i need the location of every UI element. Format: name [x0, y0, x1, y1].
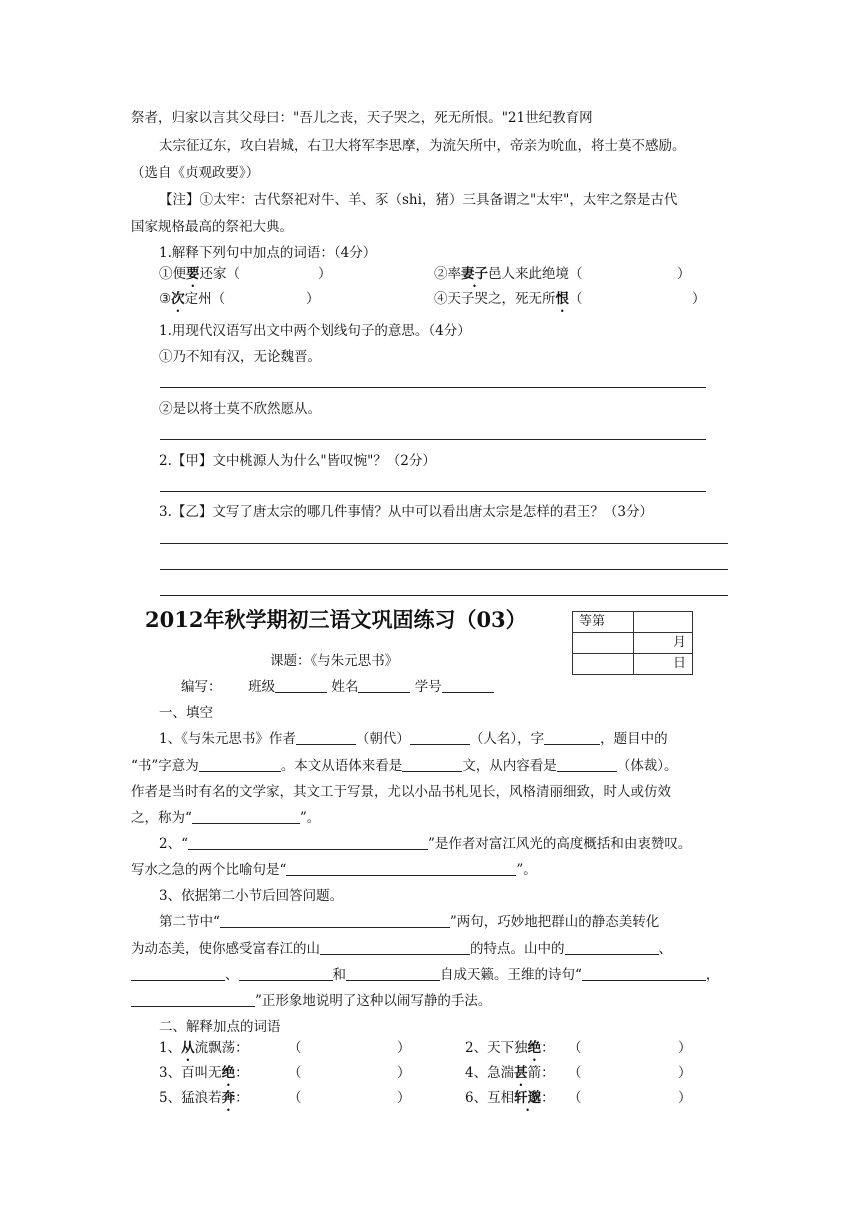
fill-blank[interactable]: [286, 861, 516, 876]
fill-blank[interactable]: [410, 730, 470, 745]
explain-item: 3、百叫无绝：: [159, 1065, 249, 1081]
explain-item: ①便要还家（: [159, 266, 240, 282]
fill-blank[interactable]: [346, 966, 440, 981]
fill-blank[interactable]: [131, 966, 225, 981]
paren-open: （: [288, 1040, 302, 1056]
day-label: 日: [634, 654, 693, 675]
answer-line[interactable]: [160, 387, 706, 388]
fill-blank[interactable]: [296, 730, 356, 745]
fill-blank[interactable]: [320, 940, 470, 955]
month-label: 月: [634, 633, 693, 654]
topic: 课题：《与朱元思书》: [270, 653, 399, 669]
paren-open: （: [568, 1090, 582, 1106]
fill-blank[interactable]: [402, 757, 462, 772]
answer-line[interactable]: [160, 595, 728, 596]
id-field[interactable]: [442, 678, 494, 693]
section-heading: 一、填空: [159, 705, 213, 721]
question-prompt: 3.【乙】文写了唐太宗的哪几件事情？从中可以看出唐太宗是怎样的君王？（3分）: [159, 504, 653, 520]
paren-open: （: [288, 1090, 302, 1106]
answer-line[interactable]: [160, 439, 706, 440]
explain-item: ③次定州（: [159, 291, 226, 307]
editor-label: 编写：: [181, 679, 222, 695]
fill-line: “书”字意为 。本文从语体来看是 文，从内容看是 （体裁）。: [131, 758, 678, 774]
passage-line: 祭者，归家以言其父母曰："吾儿之丧，天子哭之，死无所恨。"21世纪教育网: [131, 110, 593, 126]
name-label: 姓名: [331, 679, 359, 695]
passage-line: 太宗征辽东，攻白岩城，右卫大将军李思摩，为流矢所中，帝亲为吮血，将士莫不感励。: [159, 138, 686, 154]
explain-item: 6、互相轩邈：: [465, 1090, 555, 1106]
paren-close: ）: [397, 1040, 411, 1056]
paren-close: ）: [397, 1090, 411, 1106]
fill-blank[interactable]: [582, 966, 706, 981]
fill-blank[interactable]: [131, 992, 255, 1007]
class-field[interactable]: [275, 678, 327, 693]
fill-line: 第二节中“ ”两句，巧妙地把群山的静态美转化: [159, 914, 660, 930]
grade-value[interactable]: [634, 612, 693, 633]
fill-blank[interactable]: [544, 730, 600, 745]
paren-close: ）: [397, 1065, 411, 1081]
explain-close: ）: [318, 266, 332, 282]
fill-blank[interactable]: [557, 757, 617, 772]
paren-close: ）: [678, 1040, 692, 1056]
fill-blank[interactable]: [239, 966, 333, 981]
fill-line: 2、“ ”是作者对富江风光的高度概括和由衷赞叹。: [159, 836, 692, 852]
question-prompt: 1.解释下列句中加点的词语：（4分）: [159, 245, 377, 261]
fill-line: 为动态美，使你感受富春江的山 的特点。山中的 、: [131, 941, 672, 957]
editor-row: [181, 678, 494, 696]
page-title: 2012年秋学期初三语文巩固练习（03）: [145, 607, 527, 632]
explain-item: ④天子哭之，死无所恨（: [434, 291, 583, 307]
fill-line: 3、依据第二小节后回答问题。: [159, 888, 344, 904]
explain-item: ②率妻子邑人来此绝境（: [434, 266, 583, 282]
paren-close: ）: [678, 1065, 692, 1081]
explain-close: ）: [692, 291, 706, 307]
fill-line: 1、《与朱元思书》作者 （朝代） （人名），字 ，题目中的: [159, 731, 668, 747]
grade-box: [572, 611, 693, 675]
fill-line: ”正形象地说明了这种以闹写静的手法。: [131, 992, 491, 1010]
paren-open: （: [568, 1040, 582, 1056]
fill-blank[interactable]: [188, 835, 428, 850]
fill-line: 作者是当时有名的文学家，其文工于写景，尤以小品书札见长，风格清丽细致，时人或仿效: [131, 784, 671, 800]
answer-line[interactable]: [160, 569, 728, 570]
fill-blank[interactable]: [220, 913, 450, 928]
month-value[interactable]: [573, 633, 634, 654]
note-line: 【注】①太牢：古代祭祀对牛、羊、豕（shi，猪）三具备谓之"太牢"，太牢之祭是古代: [159, 192, 678, 208]
name-field[interactable]: [358, 678, 410, 693]
note-line: 国家规格最高的祭祀大典。: [131, 219, 293, 235]
section-heading: 二、解释加点的词语: [159, 1019, 281, 1035]
passage-source: （选自《贞观政要》）: [131, 165, 260, 181]
paren-open: （: [568, 1065, 582, 1081]
question-prompt: 1.用现代汉语写出文中两个划线句子的意思。（4分）: [159, 323, 471, 339]
paren-open: （: [288, 1065, 302, 1081]
question-prompt: 2.【甲】文中桃源人为什么"皆叹惋"？（2分）: [159, 453, 436, 469]
paren-close: ）: [678, 1090, 692, 1106]
fill-line: 之，称为“ ”。: [131, 810, 321, 826]
explain-close: ）: [677, 266, 691, 282]
sentence: ①乃不知有汉，无论魏晋。: [159, 349, 321, 365]
fill-line: 、 和 自成天籁。王维的诗句“ ，: [131, 966, 719, 984]
fill-blank[interactable]: [199, 757, 281, 772]
fill-line: 写水之急的两个比喻句是“ ”。: [131, 862, 537, 878]
explain-item: 2、天下独绝：: [465, 1040, 555, 1056]
id-label: 学号: [414, 679, 442, 695]
answer-line[interactable]: [160, 543, 728, 544]
answer-line[interactable]: [160, 491, 706, 492]
explain-item: 4、急湍甚箭：: [465, 1065, 555, 1081]
sentence: ②是以将士莫不欣然愿从。: [159, 401, 321, 417]
fill-blank[interactable]: [565, 940, 659, 955]
grade-label: 等第: [573, 612, 634, 633]
explain-item: 5、猛浪若奔：: [159, 1090, 249, 1106]
explain-item: 1、从流飘荡：: [159, 1040, 249, 1056]
fill-blank[interactable]: [192, 809, 300, 824]
day-value[interactable]: [573, 654, 634, 675]
class-label: 班级: [248, 679, 276, 695]
explain-close: ）: [306, 291, 320, 307]
